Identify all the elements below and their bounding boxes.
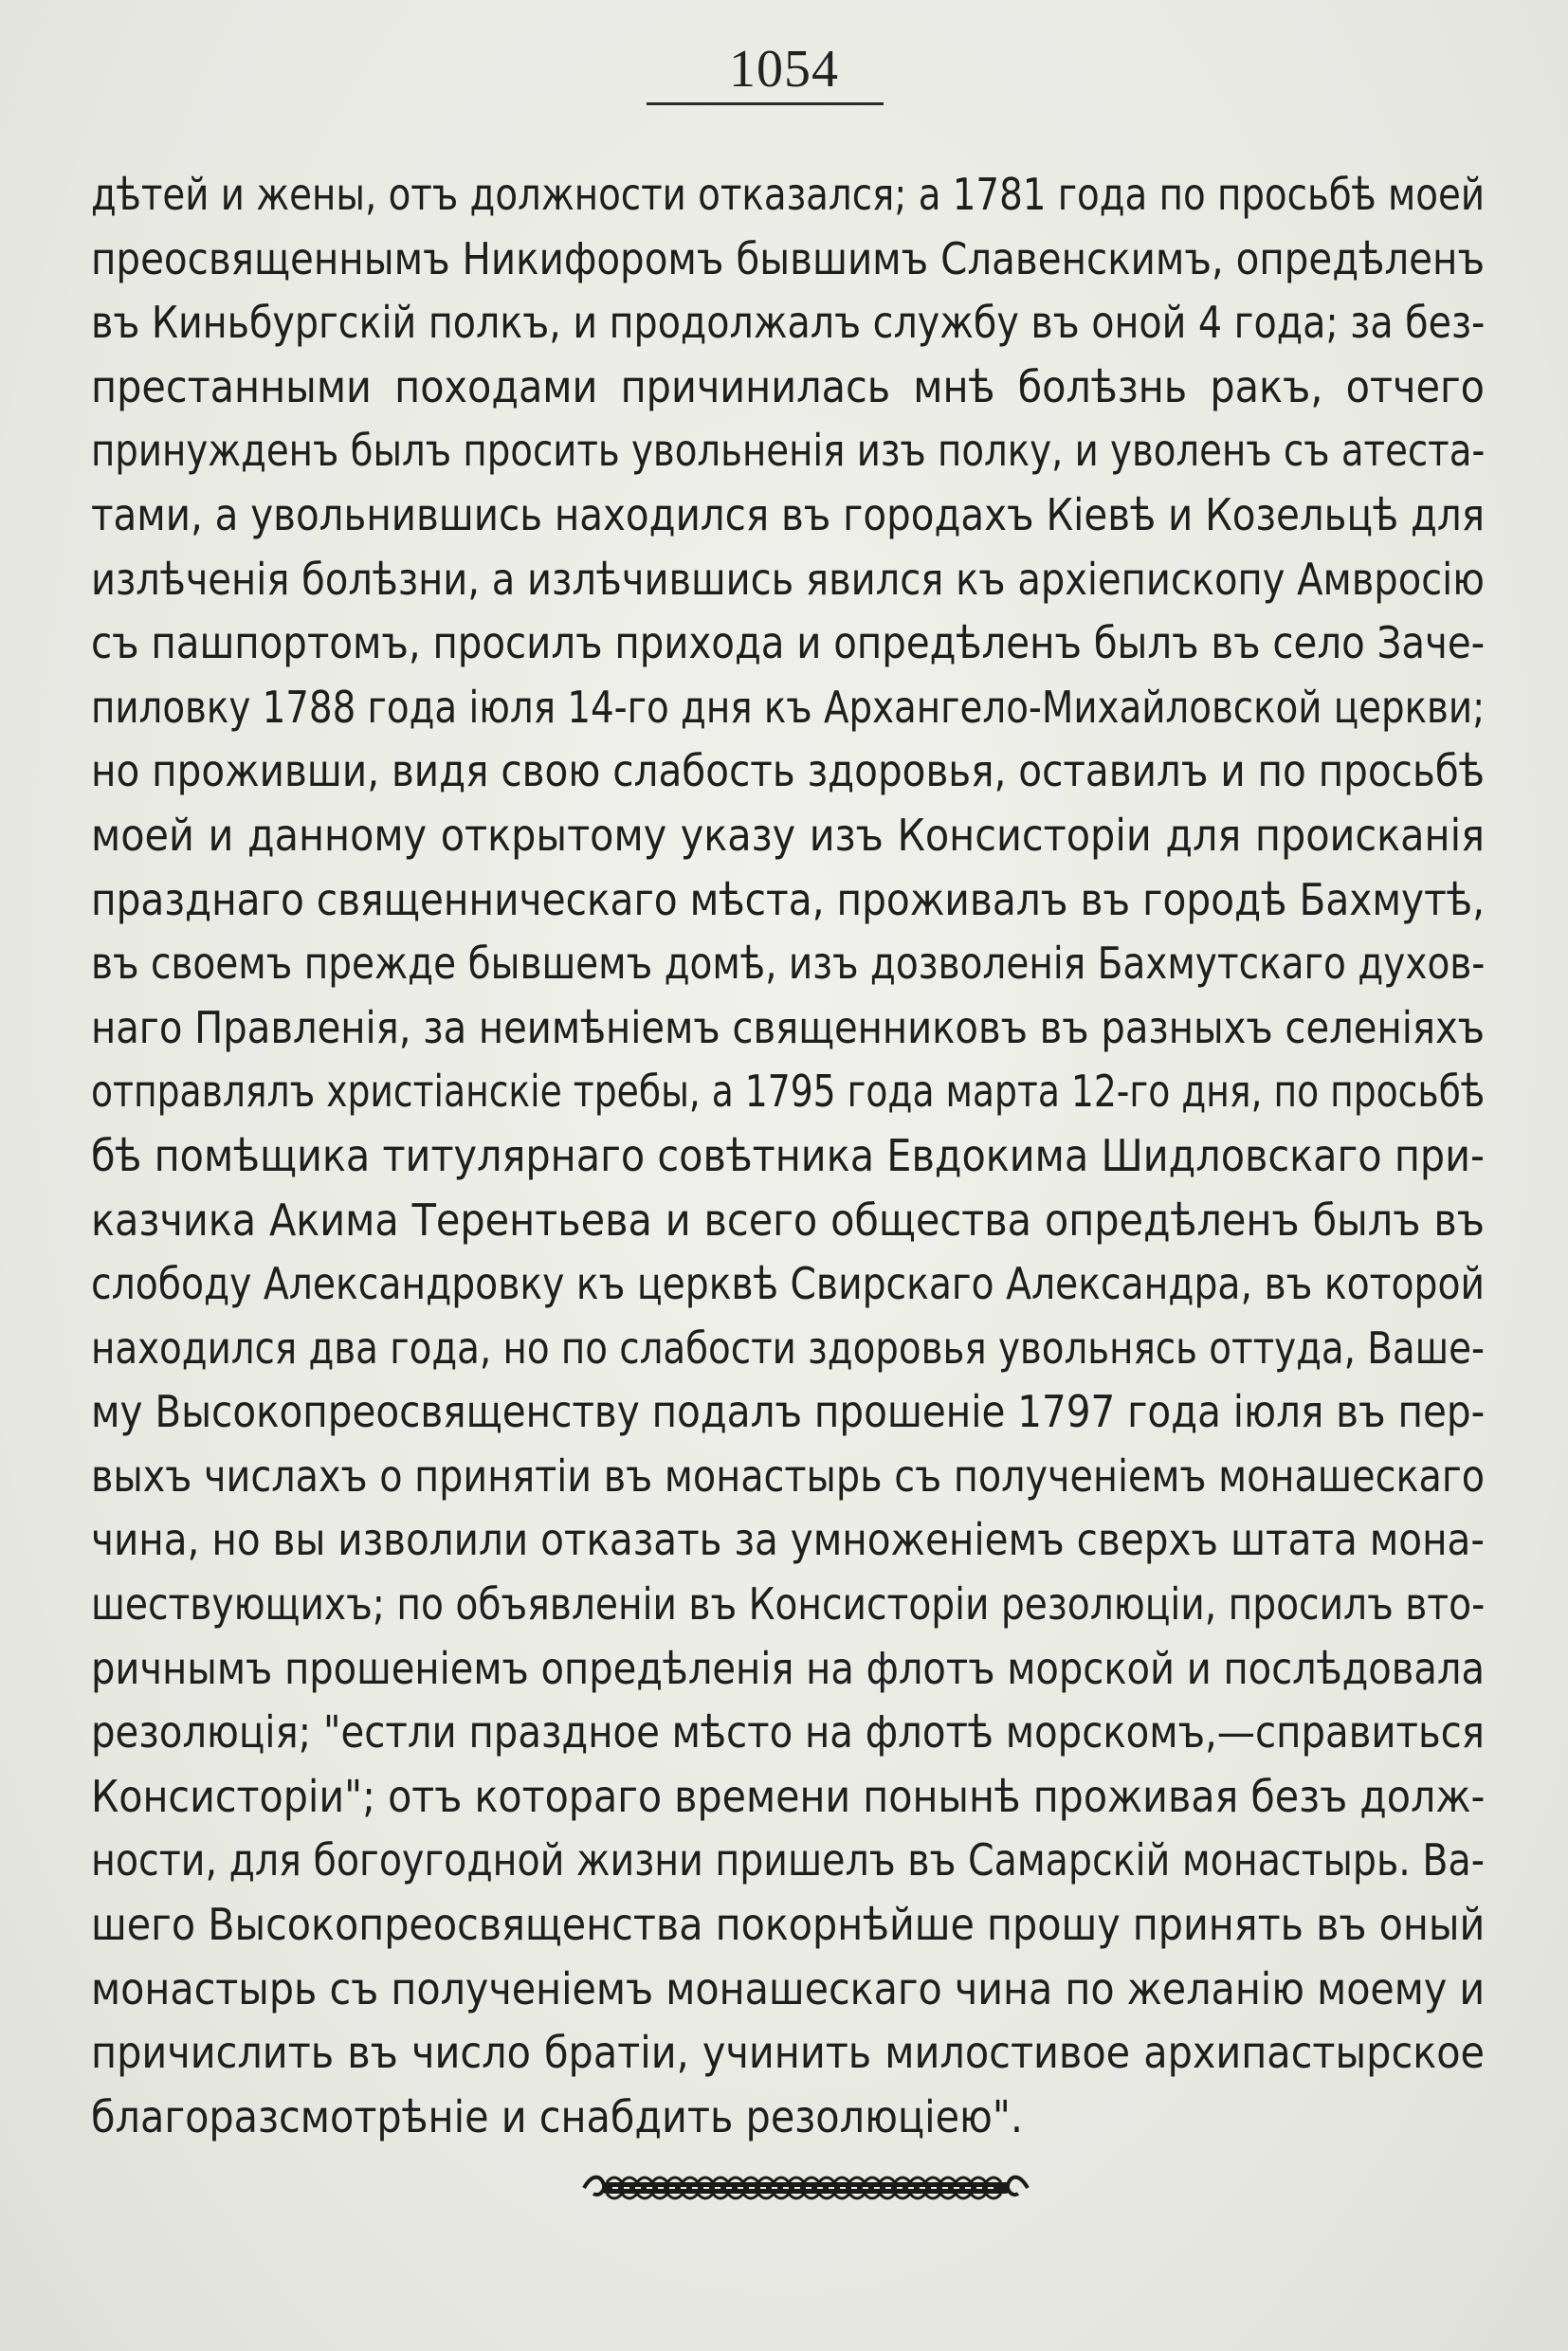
end-ornament bbox=[578, 2169, 1033, 2207]
text-line: казчика Акима Терентьева и всего общества опредѣленъ былъ въ bbox=[91, 1194, 1485, 1246]
text-line: преосвященнымъ Никифоромъ бывшимъ Славенскимъ, опредѣленъ bbox=[91, 232, 1485, 284]
text-line: празднаго священническаго мѣста, проживалъ въ городѣ Бахмутѣ, bbox=[91, 873, 1485, 925]
text-line: шествующихъ; по объявленіи въ Консисторіи резолюціи, просилъ вто- bbox=[91, 1578, 1486, 1631]
text-line: шего Высокопреосвященства покорнѣйше прошу принять въ оный bbox=[91, 1899, 1486, 1951]
text-line: находился два года, но по слабости здоровья увольнясь оттуда, Ваше- bbox=[91, 1321, 1485, 1374]
text-line: слободу Александровку къ церквѣ Свирскаго Александра, въ которой bbox=[91, 1258, 1485, 1310]
page-header bbox=[0, 38, 1568, 100]
text-line: принужденъ былъ просить увольненія изъ полку, и уволенъ съ атеста- bbox=[91, 425, 1486, 477]
text-line: резолюція; "естли праздное мѣсто на флотѣ морскомъ,—справиться bbox=[91, 1706, 1486, 1759]
text-line: дѣтей и жены, отъ должности отказался; а 1781 года по просьбѣ моей bbox=[91, 169, 1485, 220]
text-line: отправлялъ христіанскіе требы, а 1795 года марта 12-го дня, по просьбѣ bbox=[91, 1066, 1486, 1118]
text-line: бѣ помѣщика титулярнаго совѣтника Евдокима Шидловскаго при- bbox=[91, 1129, 1485, 1181]
text-line: благоразсмотрѣніе и снабдить резолюціею". bbox=[91, 2090, 1024, 2142]
text-line: Консисторіи"; отъ котораго времени понынѣ проживая безъ долж- bbox=[91, 1770, 1486, 1822]
text-line: наго Правленія, за неимѣніемъ священниковъ въ разныхъ селеніяхъ bbox=[91, 1001, 1486, 1053]
text-line: престанными походами причинилась мнѣ болѣзнь ракъ, отчего bbox=[91, 360, 1485, 412]
text-line: монастырь съ полученіемъ монашескаго чина по желанію моему и bbox=[91, 1962, 1486, 2014]
text-line: излѣченія болѣзни, а излѣчившись явился къ архіепископу Амвросію bbox=[91, 553, 1485, 605]
text-line: ности, для богоугодной жизни пришелъ въ Самарскій монастырь. Ва- bbox=[91, 1834, 1485, 1886]
text-line: съ пашпортомъ, просилъ прихода и опредѣленъ былъ въ село Заче- bbox=[91, 617, 1486, 669]
page-number: 1054 bbox=[729, 40, 839, 99]
text-line: въ Киньбургскій полкъ, и продолжалъ службу въ оной 4 года; за без- bbox=[91, 297, 1486, 349]
text-line: въ своемъ прежде бывшемъ домѣ, изъ дозволенія Бахмутскаго духов- bbox=[91, 938, 1486, 990]
text-line: му Высокопреосвященству подалъ прошеніе 1797 года іюля въ пер- bbox=[91, 1386, 1486, 1438]
text-line: тами, а увольнившись находился въ городахъ Кіевѣ и Козельцѣ для bbox=[91, 488, 1485, 540]
body-text bbox=[91, 163, 1485, 2149]
text-line: чина, но вы изволили отказать за умноженіемъ сверхъ штата мона- bbox=[91, 1514, 1485, 1566]
text-line: причислить въ число братіи, учинить милостивое архипастырское bbox=[91, 2027, 1485, 2079]
text-line: но проживши, видя свою слабость здоровья, оставилъ и по просьбѣ bbox=[91, 745, 1485, 797]
header-rule bbox=[647, 102, 884, 105]
text-line: выхъ числахъ о принятіи въ монастырь съ полученіемъ монашескаго bbox=[91, 1449, 1485, 1502]
text-line: пиловку 1788 года іюля 14-го дня къ Архангело-Михайловской церкви; bbox=[91, 681, 1486, 733]
text-line: моей и данному открытому указу изъ Консисторіи для происканія bbox=[91, 809, 1485, 861]
text-line: ричнымъ прошеніемъ опредѣленія на флотъ морской и послѣдовала bbox=[91, 1642, 1485, 1694]
